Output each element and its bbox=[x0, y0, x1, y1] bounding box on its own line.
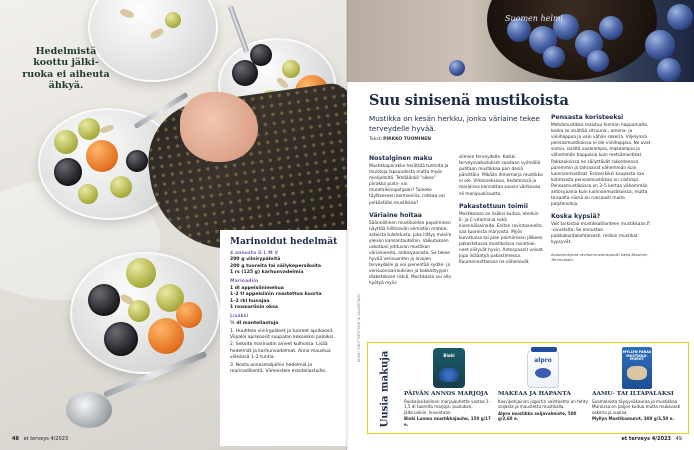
spoon-bowl bbox=[66, 392, 112, 428]
byline-label: Teksti bbox=[369, 137, 382, 142]
recipe-box bbox=[220, 230, 347, 446]
grape bbox=[165, 12, 181, 28]
ingredient: 1 rs (125 g) karhunvadelmia bbox=[230, 270, 304, 276]
product-price: Myllyn Mustikamurot, 300 g/3,50 e. bbox=[592, 416, 675, 422]
blueberry bbox=[543, 46, 565, 68]
right-page bbox=[347, 0, 694, 450]
grape bbox=[78, 118, 100, 140]
photo-credit: KUVAT SHUTTERSTOCK JA VALMISTAJAT bbox=[357, 293, 361, 362]
section-text: Mustikoissa on lisäksi kuitua, etenkin E- ja C-vitamiinia sekä kivennäisaineita. Eniten ravintoaineita saa tuoreista marjoista. Myös kuivatussa tai pian poimimisen jälkeen pakastetussa mustikoissa ravintoaineet säilyvät hyvin. Antosyaanit voivat jopa lisääntyä pakastimessa. Kuumennettaessa ne vähenevät. bbox=[459, 211, 543, 266]
product-text: Kasvipohjainen jogurtin vaihtoehto on tehty soijasta ja maustettu mustikalla. bbox=[498, 398, 588, 410]
blueberry bbox=[645, 30, 675, 60]
blueberry-photo bbox=[347, 0, 694, 82]
byline-name: PIRKKO TUOMINEN bbox=[383, 137, 432, 142]
products-panel bbox=[367, 342, 689, 434]
cereal-illustration bbox=[627, 366, 647, 380]
package-brand: MYLLYN PARAS MUSTIKKA-MUROT bbox=[622, 350, 652, 362]
product-text: Ruokalusikallinen marjajauhetta vastaa 1–1,5 dl tuoreita marjoja: puolukan, jälkiruokiin, leivontaan. bbox=[404, 398, 491, 415]
blueberry bbox=[599, 16, 623, 40]
extra-heading: Lisäksi bbox=[230, 314, 249, 320]
grape bbox=[110, 176, 132, 198]
marinade-heading: Marinadiin bbox=[230, 279, 259, 285]
blackberry bbox=[126, 150, 148, 172]
magazine-name: et terveys 4/2023 bbox=[23, 436, 69, 442]
recipe-step: 3. Nosta annosmaljoihin hedelmiä ja marinadilientä. Viimeistele manteliastuilla. bbox=[230, 362, 327, 374]
gutter bbox=[346, 0, 349, 450]
apricot bbox=[176, 302, 202, 328]
hand bbox=[180, 92, 258, 162]
product-image bbox=[404, 347, 494, 389]
product-card bbox=[592, 347, 682, 431]
package-brand: Bioki bbox=[443, 353, 455, 358]
blueberry-illustration bbox=[535, 368, 551, 378]
text-column-2 bbox=[459, 155, 543, 271]
product-title: MAKEAA JA HAPANTA bbox=[498, 391, 571, 397]
folio-left bbox=[12, 436, 68, 442]
package-brand: alpro bbox=[534, 357, 552, 364]
magazine-name: et terveys 4/2023 bbox=[621, 436, 672, 442]
products-label-text: Uusia makuja bbox=[379, 350, 390, 428]
text-column-3 bbox=[551, 114, 651, 262]
recipe-servings: 4 annosta G L M V bbox=[230, 250, 279, 256]
blueberry bbox=[657, 58, 681, 82]
blackberry bbox=[54, 158, 82, 186]
section-heading: Pakastettuun toimii bbox=[459, 202, 528, 210]
page-number: 49 bbox=[675, 436, 682, 442]
ingredient: ¼ dl manteliastuja bbox=[230, 320, 279, 326]
blackberry bbox=[88, 284, 120, 316]
spoon-handle bbox=[228, 5, 250, 54]
bioki-package bbox=[433, 348, 465, 388]
photo-script-text: Suomen helmi bbox=[505, 14, 564, 23]
grape bbox=[282, 60, 300, 78]
grape bbox=[54, 130, 78, 154]
package-lid bbox=[531, 347, 557, 352]
section-text: Metsämustikka maistuu hieman happamalta, koska se sisältää sitruuna-, omena- ja viinihappoa ja vain vähän sokeria. Viljelyissä pensasmustikoissa ei ole viinihappoa. Ne ovat somia, sisältä vaaleampia, makeampia ja vähemmän happoisia kuin metsämustikat. Pakkauksissa ne säilyttävät rakenteensa paremmin ja tahraavat vähemmän kuin luonnonmustikat. Esimerkiksi kaupasta saa kotimaista pensasmustikkaa on siistimpi. Pensasmustikoissa on 3–5 kertaa vähemmän antosyaania kuin luonnonmustikoissa, mutta toisaalta niissä on runsaasti muita polyfenoleja. bbox=[551, 122, 651, 208]
ingredient: 200 g tuoreita tai säilykepersikoita bbox=[230, 263, 321, 269]
blackberry bbox=[104, 322, 138, 356]
product-card bbox=[498, 347, 588, 431]
section-heading: Koska kypsiä? bbox=[551, 213, 601, 221]
product-text: Suomalaista täysjyväkauraa ja mustikkaa. Muroissa on paljon kuitua mutta mukavasti sokeria ja suolaa. bbox=[592, 398, 681, 415]
byline bbox=[369, 137, 431, 142]
ingredient: 200 g viinirypäleitä bbox=[230, 257, 281, 263]
article-title: Suu sinisenä mustikoista bbox=[369, 92, 569, 109]
folio-right bbox=[621, 436, 682, 442]
mylly-package bbox=[622, 347, 652, 389]
section-text: Voit tarkistaa mustikkatilanteen mustikkaan.fi -sivustolta. Se ennustaa paikkakuntakohtaisesti, milloin mustikat kypsyvät. bbox=[551, 222, 650, 246]
blueberry bbox=[449, 60, 465, 76]
recipe-step: 2. Sekoita marinadin aineet kulhossa. Lisää hedelmät ja karhunvadelmat. Anna maustua viileässä 1–2 tuntia. bbox=[230, 342, 331, 360]
blueberry bbox=[587, 50, 609, 72]
blackberry bbox=[250, 44, 272, 66]
section-heading: Nostalginen maku bbox=[369, 155, 433, 162]
photo-headline: Hedelmistä koottu jälkiruoka ei aiheuta ähkyä. bbox=[22, 46, 110, 92]
blueberry bbox=[667, 4, 693, 30]
section-heading: Väriaine hoitaa bbox=[369, 211, 422, 219]
recipe-step: 1. Huuhtele viinirypäleet ja tuoreet aprikoosit. Viipaloi aprikoosit suupalan kokoisiksi paloiksi. bbox=[230, 328, 335, 340]
ingredient: 1–2 tl appelsiinin raastettua kuorta bbox=[230, 292, 322, 298]
product-title: PÄIVÄN ANNOS MARJOJA bbox=[404, 391, 489, 397]
product-price: Alpro mustikka soijavalmiste, 500 g/2,60 e. bbox=[498, 410, 577, 422]
section-text: Säännöllinen mustikoiden popsiminen näyttää hillitsevän elimistön matala-asteista tulehdusta, joka liittyy moniin yleisiin kansantauteihin. Vaikutuksen uskotaan johtuvan mustikan väriaineesta, antosyaanista. Se tekee hyvää verisuonten ja aivojen terveydelle ja voi pienentää sydän- ja verisuonisairauksien ja kakkostyypin diabeteksen riskiä. Mustikasta voi olla hyötyä myös bbox=[369, 220, 452, 287]
product-image bbox=[498, 347, 588, 389]
product-image bbox=[592, 347, 682, 389]
section-text: Mustikkapiirakka herättää tunteita ja muistoja lapsuudesta mutta myös mielipiteitä. Tehdäänkö "oikea" piirakka pulla- vai murotaikinapohjaan? Tuleeko täytteeseen kermaviilia, rahkaa vai pelkästään mustikkaa? bbox=[369, 163, 449, 206]
ingredient: 1–2 rkl hunajaa bbox=[230, 298, 270, 304]
text-column-1 bbox=[369, 155, 453, 293]
section-text: silmien terveydelle. Kaikki terveysvaikutukset saadaan syömällä puhtaan mustikkaa pari desiä päivittäin. Mikään ihmemarja mustikka ei ole. Vihanneksissa, hedelmissä ja marjoissa kannattaa suosia värikuvaa eli monipuolisuutta. bbox=[459, 155, 543, 197]
section-heading: Pensasta koristeeksi bbox=[551, 114, 624, 121]
grape bbox=[126, 258, 156, 288]
products-label bbox=[370, 349, 400, 429]
alpro-package bbox=[527, 348, 559, 388]
ingredient: 1 rosmariinin oksa bbox=[230, 304, 279, 310]
product-price: Bioki Luomu mustikkajauhe, 150 g/17 e. bbox=[404, 416, 491, 427]
recipe-title: Marinoidut hedelmät bbox=[230, 237, 338, 247]
product-title: AAMU- TAI ILTAPALAKSI bbox=[592, 391, 674, 397]
ingredient: 1 dl appelsiinimehua bbox=[230, 285, 284, 291]
apricot bbox=[86, 140, 118, 172]
grape bbox=[78, 184, 98, 204]
page-number: 48 bbox=[12, 436, 19, 442]
expert-credit: Asiantuntijana ravitsemusterapeutti Katja Nissinen, Terveystalo. bbox=[551, 251, 649, 262]
product-card bbox=[404, 347, 494, 431]
article-lead: Mustikka on kesän herkku, jonka väriaine tekee terveydelle hyvää. bbox=[369, 114, 540, 133]
